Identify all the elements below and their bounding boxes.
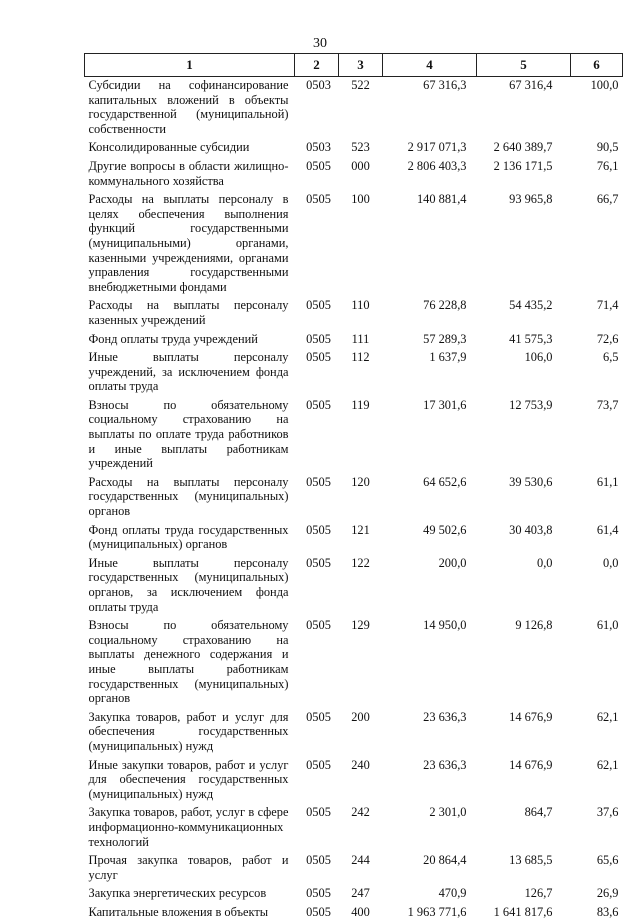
- row-planned-amount: 470,9: [383, 885, 477, 904]
- row-section-code: 0505: [295, 709, 339, 757]
- row-expense-type-code: 400: [339, 904, 383, 922]
- row-actual-amount: 30 403,8: [477, 522, 571, 555]
- table-row: [85, 474, 623, 522]
- row-description: Иные закупки товаров, работ и услуг для обеспечения государственных (муниципальных) нужд: [85, 757, 295, 805]
- row-description: Расходы на выплаты персоналу в целях обеспечения выполнения функций государственными (муниципальными) органами, казенными учреждениями, органами управления государственными внебюджетными фондами: [85, 191, 295, 297]
- row-section-code: 0505: [295, 804, 339, 852]
- row-execution-percent: 71,4: [571, 297, 623, 330]
- row-expense-type-code: 522: [339, 77, 383, 140]
- column-header-6: 6: [571, 54, 623, 77]
- row-section-code: 0505: [295, 397, 339, 474]
- row-execution-percent: 76,1: [571, 158, 623, 191]
- table-row: [85, 617, 623, 709]
- table-row: [85, 852, 623, 885]
- table-row: [85, 804, 623, 852]
- row-expense-type-code: 112: [339, 349, 383, 397]
- row-description: Консолидированные субсидии: [85, 139, 295, 158]
- row-expense-type-code: 244: [339, 852, 383, 885]
- row-actual-amount: 0,0: [477, 555, 571, 617]
- row-expense-type-code: 111: [339, 331, 383, 350]
- table-body: [85, 77, 623, 922]
- table-row: [85, 709, 623, 757]
- row-expense-type-code: 121: [339, 522, 383, 555]
- table-row: [85, 397, 623, 474]
- row-expense-type-code: 100: [339, 191, 383, 297]
- row-expense-type-code: 240: [339, 757, 383, 805]
- row-actual-amount: 1 641 817,6: [477, 904, 571, 922]
- row-description: Фонд оплаты труда государственных (муниципальных) органов: [85, 522, 295, 555]
- row-section-code: 0505: [295, 191, 339, 297]
- row-section-code: 0505: [295, 474, 339, 522]
- row-description: Расходы на выплаты персоналу казенных учреждений: [85, 297, 295, 330]
- row-actual-amount: 864,7: [477, 804, 571, 852]
- row-execution-percent: 61,0: [571, 617, 623, 709]
- row-planned-amount: 1 963 771,6: [383, 904, 477, 922]
- row-section-code: 0505: [295, 885, 339, 904]
- row-planned-amount: 200,0: [383, 555, 477, 617]
- row-description: Иные выплаты персоналу государственных (муниципальных) органов, за исключением фонда оплаты труда: [85, 555, 295, 617]
- row-actual-amount: 12 753,9: [477, 397, 571, 474]
- row-execution-percent: 73,7: [571, 397, 623, 474]
- row-execution-percent: 90,5: [571, 139, 623, 158]
- row-execution-percent: 72,6: [571, 331, 623, 350]
- row-execution-percent: 61,4: [571, 522, 623, 555]
- row-actual-amount: 67 316,4: [477, 77, 571, 140]
- row-section-code: 0503: [295, 139, 339, 158]
- row-description: Взносы по обязательному социальному страхованию на выплаты денежного содержания и иные выплаты работникам государственных (муниципальных) органов: [85, 617, 295, 709]
- row-section-code: 0503: [295, 77, 339, 140]
- table-row: [85, 158, 623, 191]
- budget-table-container: [84, 53, 622, 922]
- table-row: [85, 297, 623, 330]
- row-description: Взносы по обязательному социальному страхованию на выплаты по оплате труда работников и иные выплаты работникам учреждений: [85, 397, 295, 474]
- row-section-code: 0505: [295, 158, 339, 191]
- row-description: Закупка товаров, работ и услуг для обеспечения государственных (муниципальных) нужд: [85, 709, 295, 757]
- table-row: [85, 349, 623, 397]
- row-planned-amount: 14 950,0: [383, 617, 477, 709]
- row-planned-amount: 1 637,9: [383, 349, 477, 397]
- row-section-code: 0505: [295, 757, 339, 805]
- budget-table: [84, 53, 623, 922]
- row-actual-amount: 2 640 389,7: [477, 139, 571, 158]
- row-expense-type-code: 000: [339, 158, 383, 191]
- row-description: Фонд оплаты труда учреждений: [85, 331, 295, 350]
- row-description: Закупка энергетических ресурсов: [85, 885, 295, 904]
- row-planned-amount: 2 301,0: [383, 804, 477, 852]
- row-description: Закупка товаров, работ, услуг в сфере информационно-коммуникационных технологий: [85, 804, 295, 852]
- row-planned-amount: 57 289,3: [383, 331, 477, 350]
- row-execution-percent: 100,0: [571, 77, 623, 140]
- row-actual-amount: 54 435,2: [477, 297, 571, 330]
- row-execution-percent: 66,7: [571, 191, 623, 297]
- row-planned-amount: 23 636,3: [383, 757, 477, 805]
- row-section-code: 0505: [295, 349, 339, 397]
- row-section-code: 0505: [295, 904, 339, 922]
- table-row: [85, 139, 623, 158]
- row-expense-type-code: 110: [339, 297, 383, 330]
- row-section-code: 0505: [295, 617, 339, 709]
- row-actual-amount: 126,7: [477, 885, 571, 904]
- row-planned-amount: 64 652,6: [383, 474, 477, 522]
- row-execution-percent: 37,6: [571, 804, 623, 852]
- row-execution-percent: 0,0: [571, 555, 623, 617]
- table-row: [85, 191, 623, 297]
- table-header-row: [85, 54, 623, 77]
- row-planned-amount: 2 917 071,3: [383, 139, 477, 158]
- row-section-code: 0505: [295, 297, 339, 330]
- table-row: [85, 331, 623, 350]
- row-description: Другие вопросы в области жилищно-коммунального хозяйства: [85, 158, 295, 191]
- row-actual-amount: 41 575,3: [477, 331, 571, 350]
- row-description: Расходы на выплаты персоналу государственных (муниципальных) органов: [85, 474, 295, 522]
- row-execution-percent: 26,9: [571, 885, 623, 904]
- row-description: Капитальные вложения в объекты: [85, 904, 295, 922]
- row-actual-amount: 2 136 171,5: [477, 158, 571, 191]
- row-section-code: 0505: [295, 555, 339, 617]
- row-description: Субсидии на софинансирование капитальных вложений в объекты государственной (муниципальной) собственности: [85, 77, 295, 140]
- row-execution-percent: 62,1: [571, 709, 623, 757]
- row-planned-amount: 17 301,6: [383, 397, 477, 474]
- column-header-3: 3: [339, 54, 383, 77]
- row-actual-amount: 13 685,5: [477, 852, 571, 885]
- page-number: 30: [0, 36, 640, 52]
- row-description: Прочая закупка товаров, работ и услуг: [85, 852, 295, 885]
- table-row: [85, 555, 623, 617]
- row-planned-amount: 67 316,3: [383, 77, 477, 140]
- row-execution-percent: 61,1: [571, 474, 623, 522]
- row-actual-amount: 9 126,8: [477, 617, 571, 709]
- column-header-2: 2: [295, 54, 339, 77]
- column-header-5: 5: [477, 54, 571, 77]
- row-actual-amount: 14 676,9: [477, 757, 571, 805]
- row-expense-type-code: 119: [339, 397, 383, 474]
- row-expense-type-code: 247: [339, 885, 383, 904]
- table-row: [85, 757, 623, 805]
- table-row: [85, 885, 623, 904]
- row-expense-type-code: 129: [339, 617, 383, 709]
- row-actual-amount: 93 965,8: [477, 191, 571, 297]
- table-row: [85, 522, 623, 555]
- row-execution-percent: 65,6: [571, 852, 623, 885]
- column-header-1: 1: [85, 54, 295, 77]
- row-planned-amount: 2 806 403,3: [383, 158, 477, 191]
- row-execution-percent: 83,6: [571, 904, 623, 922]
- table-row: [85, 904, 623, 922]
- table-row: [85, 77, 623, 140]
- row-planned-amount: 76 228,8: [383, 297, 477, 330]
- row-actual-amount: 39 530,6: [477, 474, 571, 522]
- row-execution-percent: 6,5: [571, 349, 623, 397]
- row-actual-amount: 106,0: [477, 349, 571, 397]
- row-expense-type-code: 523: [339, 139, 383, 158]
- row-planned-amount: 20 864,4: [383, 852, 477, 885]
- column-header-4: 4: [383, 54, 477, 77]
- row-planned-amount: 23 636,3: [383, 709, 477, 757]
- row-planned-amount: 49 502,6: [383, 522, 477, 555]
- row-actual-amount: 14 676,9: [477, 709, 571, 757]
- row-section-code: 0505: [295, 852, 339, 885]
- row-section-code: 0505: [295, 522, 339, 555]
- row-expense-type-code: 200: [339, 709, 383, 757]
- row-planned-amount: 140 881,4: [383, 191, 477, 297]
- row-expense-type-code: 120: [339, 474, 383, 522]
- row-expense-type-code: 122: [339, 555, 383, 617]
- row-section-code: 0505: [295, 331, 339, 350]
- row-description: Иные выплаты персоналу учреждений, за исключением фонда оплаты труда: [85, 349, 295, 397]
- row-expense-type-code: 242: [339, 804, 383, 852]
- row-execution-percent: 62,1: [571, 757, 623, 805]
